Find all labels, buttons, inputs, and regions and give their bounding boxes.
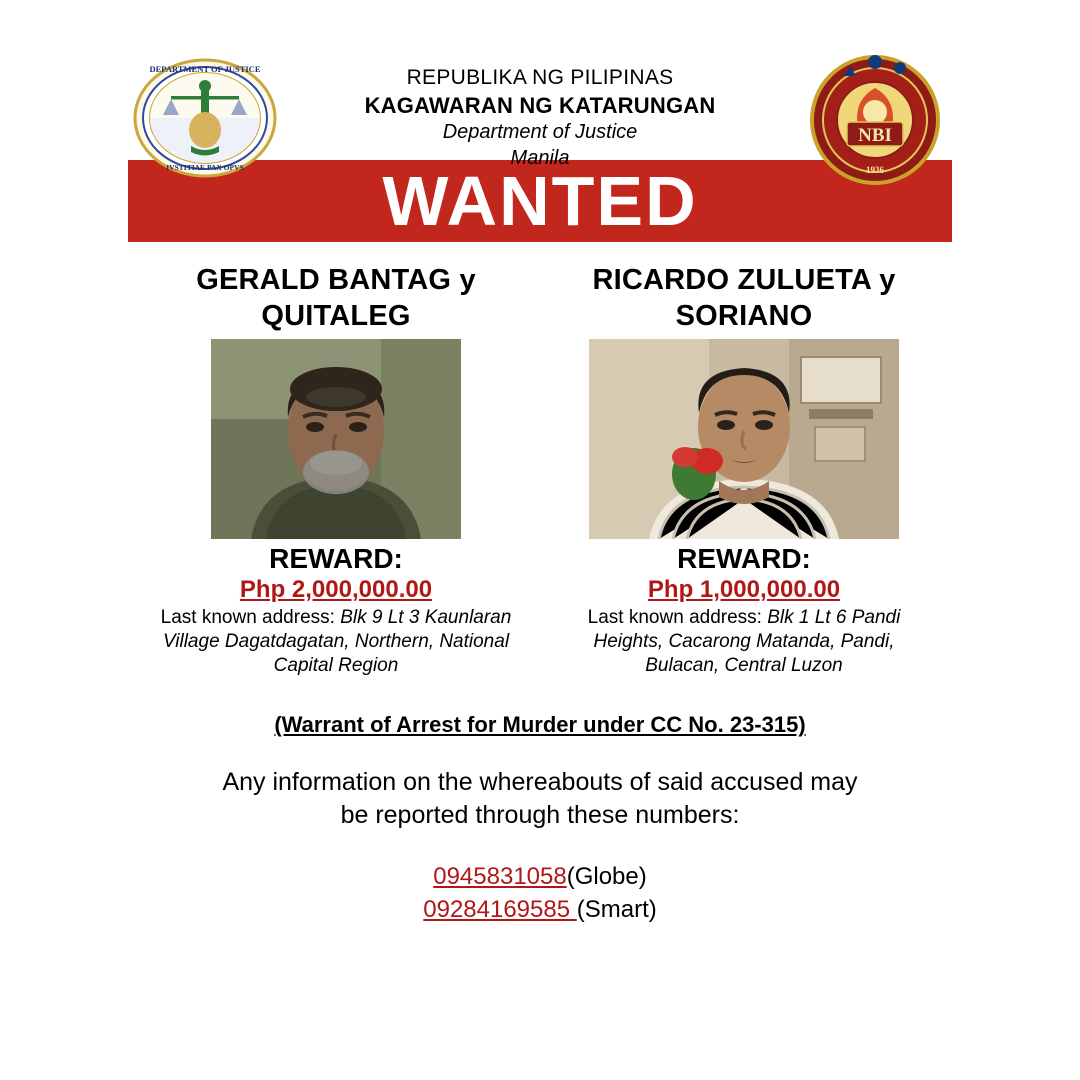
suspect-card <box>559 262 929 678</box>
heading-line-republic: REPUBLIKA NG PILIPINAS <box>406 65 674 89</box>
suspect-photo-gerald-bantag <box>211 339 461 539</box>
information-request <box>0 766 1080 831</box>
contact-numbers <box>0 861 1080 926</box>
nbi-seal-year: 1936 <box>866 165 884 175</box>
doj-seal-icon <box>130 53 280 183</box>
nbi-seal-label: NBI <box>858 125 892 146</box>
reward-label: REWARD: <box>677 542 811 574</box>
doj-seal-bottom-text: IVSTITIAE PAX OPVS <box>166 163 244 172</box>
contact-number-smart[interactable]: 09284169585 <box>423 895 577 923</box>
wanted-banner-label: WANTED <box>382 162 698 240</box>
reward-amount: Php 1,000,000.00 <box>647 575 841 603</box>
contact-row-globe <box>0 861 1080 893</box>
reward-label: REWARD: <box>269 542 403 574</box>
address-label: Last known address: <box>587 606 762 628</box>
suspect-name: RICARDO ZULUETA y SORIANO <box>592 264 896 333</box>
poster-header <box>0 0 1080 175</box>
heading-line-city: Manila <box>510 146 570 169</box>
contact-network-globe: (Globe) <box>566 863 647 891</box>
warrant-note: (Warrant of Arrest for Murder under CC No. 23-315) <box>274 712 806 738</box>
doj-seal-top-text: DEPARTMENT OF JUSTICE <box>149 64 261 74</box>
doj-seal-svg <box>131 56 279 180</box>
heading-line-department-filipino: KAGAWARAN NG KATARUNGAN <box>364 92 716 118</box>
contact-row-smart <box>0 894 1080 926</box>
contact-number-globe[interactable]: 0945831058 <box>433 863 567 891</box>
address-label: Last known address: <box>160 606 335 628</box>
heading-line-department-english: Department of Justice <box>442 120 638 143</box>
nbi-seal-icon <box>800 53 950 183</box>
reward-amount: Php 2,000,000.00 <box>239 575 433 603</box>
address-value: Blk 9 Lt 3 Kaunlaran Village Dagatdagatan, Northern, National Capital Region <box>162 606 512 677</box>
contact-network-smart: (Smart) <box>576 895 657 923</box>
information-line-1: Any information on the whereabouts of said accused may <box>222 768 858 797</box>
last-known-address <box>151 606 521 679</box>
information-line-2: be reported through these numbers: <box>340 800 740 829</box>
address-value: Blk 1 Lt 6 Pandi Heights, Cacarong Matanda, Pandi, Bulacan, Central Luzon <box>593 606 901 677</box>
suspect-photo-ricardo-zulueta <box>589 339 899 539</box>
suspect-card <box>151 262 521 678</box>
nbi-seal-svg <box>800 48 950 188</box>
suspect-name: GERALD BANTAG y QUITALEG <box>196 264 476 333</box>
last-known-address <box>559 606 929 679</box>
suspect-list <box>0 262 1080 678</box>
agency-heading <box>280 65 800 171</box>
